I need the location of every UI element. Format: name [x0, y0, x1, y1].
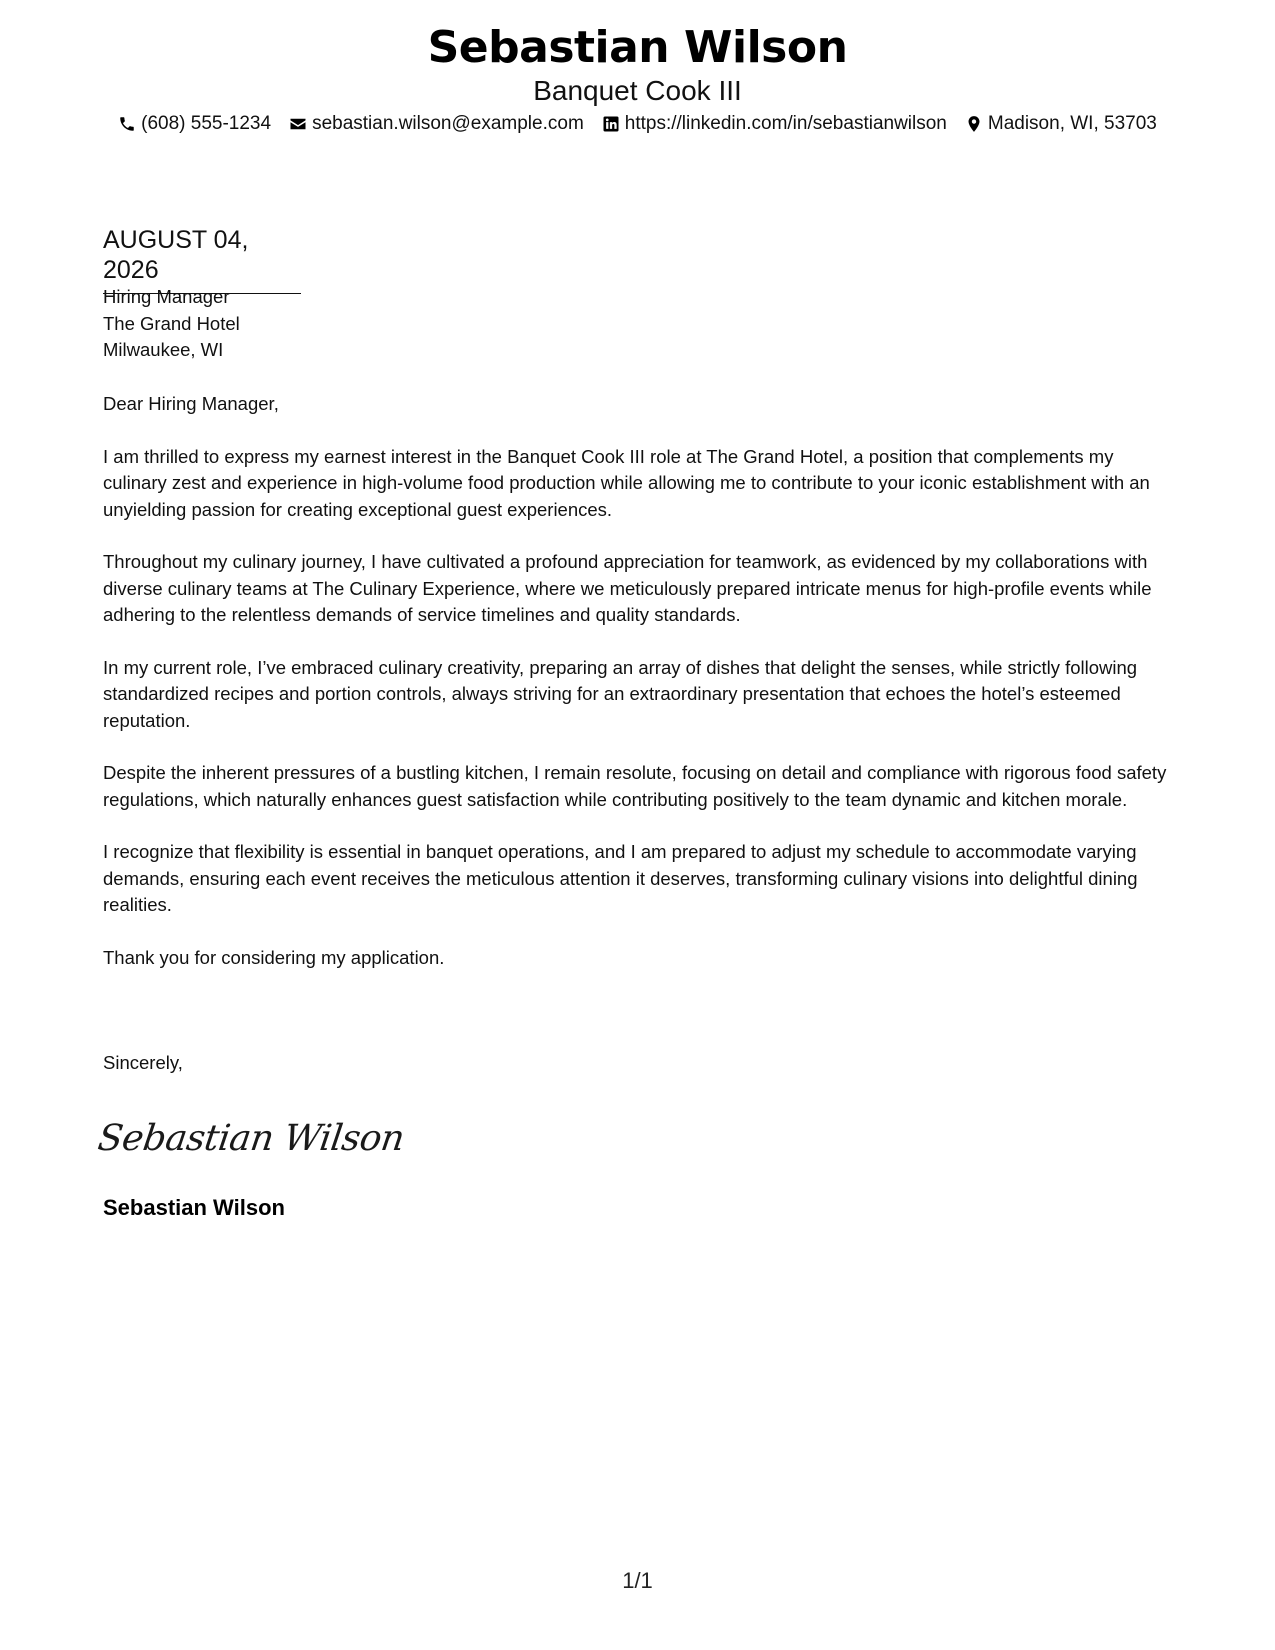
- recipient-block: [103, 284, 240, 364]
- linkedin-url: https://linkedin.com/in/sebastianwilson: [624, 113, 947, 134]
- paragraph: Despite the inherent pressures of a bustling kitchen, I remain resolute, focusing on detail and compliance with rigorous food safety regulations, which naturally enhances guest satisfaction while contributing positively to the team dynamic and kitchen morale.: [103, 762, 1167, 810]
- map-marker-icon: [965, 115, 983, 133]
- page-number: 1/1: [622, 1568, 653, 1593]
- letter-date: AUGUST 04, 2026: [103, 225, 301, 294]
- svg-text:Sebastian Wilson: Sebastian Wilson: [95, 1116, 407, 1159]
- handwritten-signature: [95, 1112, 407, 1160]
- paragraph: I am thrilled to express my earnest interest in the Banquet Cook III role at The Grand Hotel, a position that complements my culinary zest and experience in high-volume food production while allowing me to contribute to your iconic establishment with an unyielding passion for creating exceptional guest experiences.: [103, 445, 1150, 520]
- location-text: Madison, WI, 53703: [987, 113, 1157, 134]
- job-title: Banquet Cook III: [533, 75, 742, 106]
- contact-phone: [118, 111, 271, 137]
- email-address: sebastian.wilson@example.com: [312, 113, 584, 134]
- contact-location: [965, 111, 1157, 137]
- letter-body: [103, 391, 1178, 997]
- salutation: Dear Hiring Manager,: [103, 393, 279, 414]
- closing: Sincerely,: [103, 1052, 183, 1073]
- paragraph: Thank you for considering my application.: [103, 946, 445, 968]
- recipient-company: The Grand Hotel: [103, 312, 240, 334]
- contact-linkedin: [602, 111, 947, 137]
- contact-email: [289, 111, 584, 137]
- paragraph: In my current role, I’ve embraced culinary creativity, preparing an array of dishes that delight the senses, while strictly following standardized recipes and portion controls, always striving for an extraordinary presentation that echoes the hotel’s esteemed reputation.: [103, 656, 1138, 731]
- letter-header: [0, 22, 1275, 108]
- contact-info: [0, 111, 1275, 137]
- linkedin-icon: [602, 115, 620, 133]
- recipient-location: Milwaukee, WI: [103, 339, 224, 360]
- paragraph: Throughout my culinary journey, I have cultivated a profound appreciation for teamwork, as evidenced by my collaborations with diverse culinary teams at The Culinary Experience, where we meticulously prepared intricate menus for high-profile events while adhering to the relentless demands of service timelines and quality standards.: [103, 551, 1152, 625]
- phone-number: (608) 555-1234: [141, 113, 272, 134]
- recipient-name: Hiring Manager: [103, 286, 230, 307]
- applicant-name: Sebastian Wilson: [427, 22, 848, 73]
- paragraph: I recognize that flexibility is essential in banquet operations, and I am prepared to adjust my schedule to accommodate varying demands, ensuring each event receives the meticulous attention it deserves, transforming culinary visions into delightful dining realities.: [103, 841, 1138, 915]
- phone-icon: [118, 115, 136, 133]
- signed-name: Sebastian Wilson: [103, 1195, 285, 1220]
- envelope-icon: [289, 115, 307, 133]
